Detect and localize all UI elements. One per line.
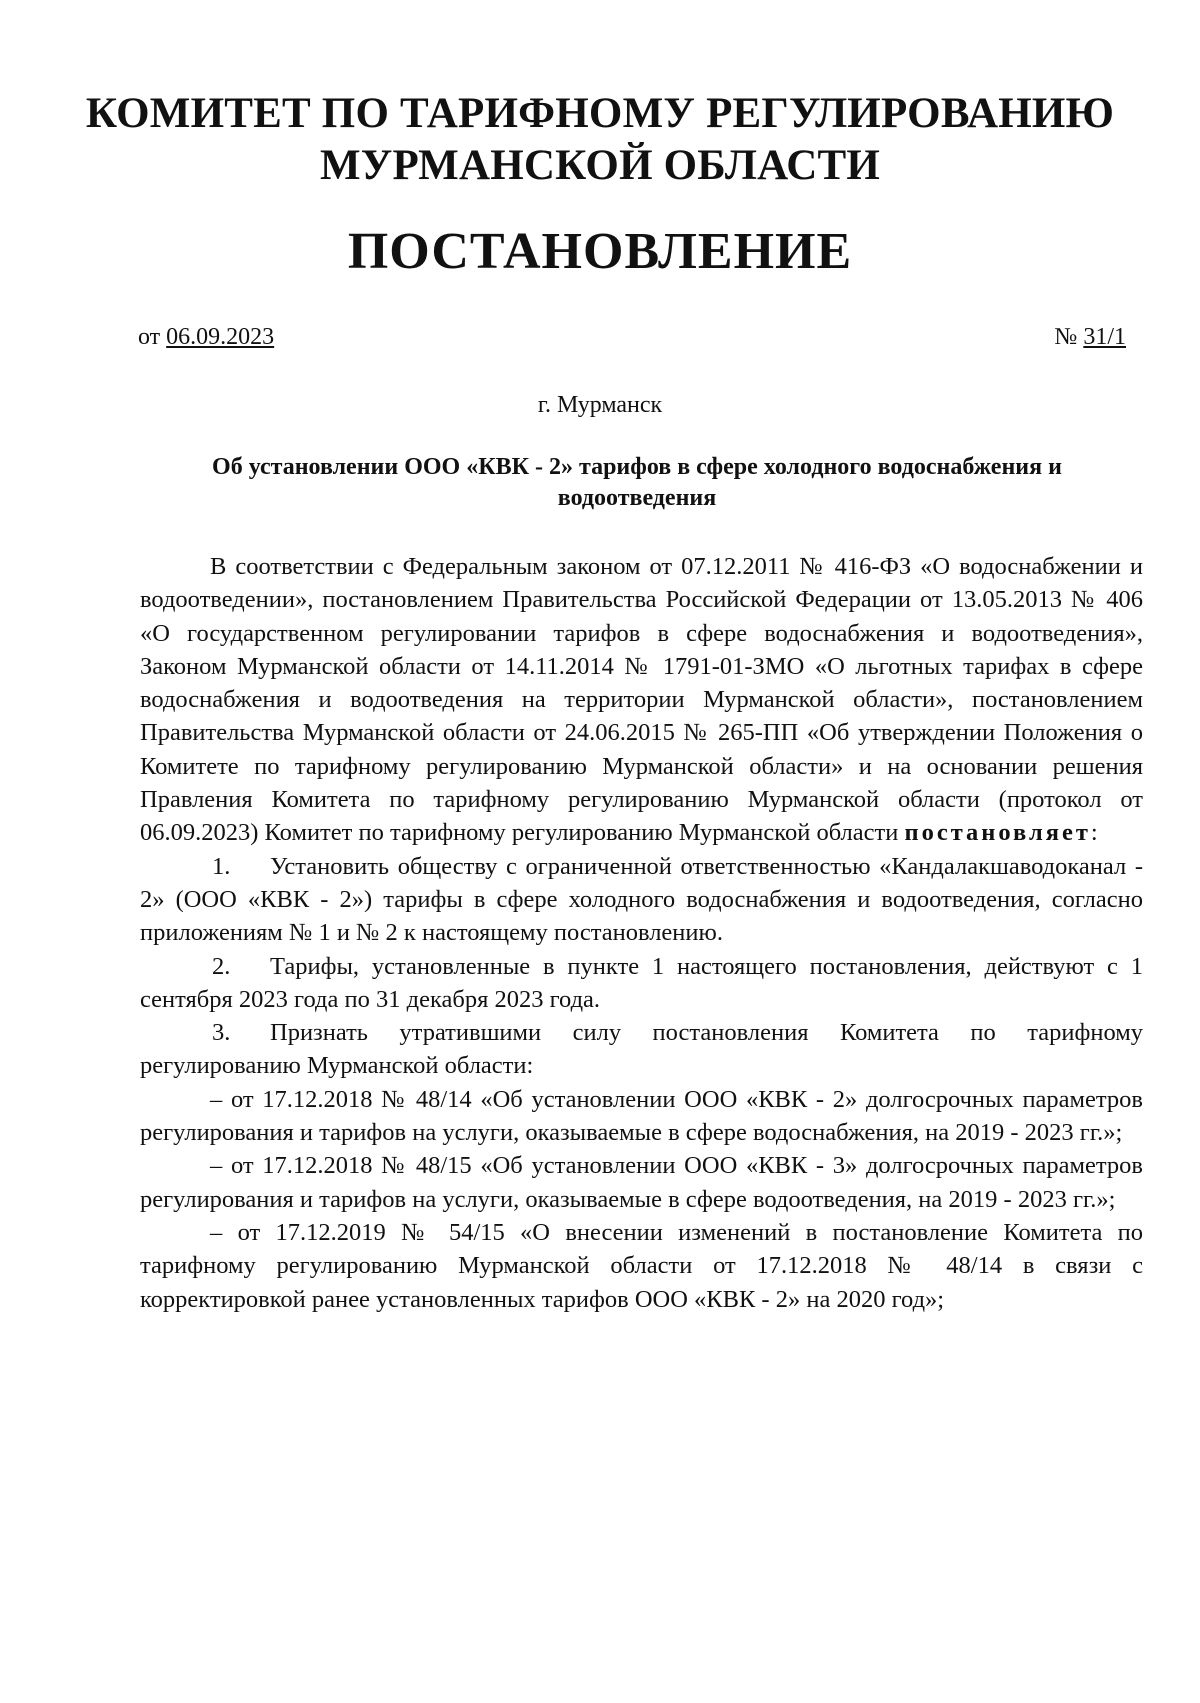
item-text: Тарифы, установленные в пункте 1 настоящего постановления, действуют с 1 сентября 2023 года по 31 декабря 2023 года. bbox=[140, 952, 1143, 1013]
item-number: 1. bbox=[212, 852, 231, 880]
issuer-line-1: КОМИТЕТ ПО ТАРИФНОМУ РЕГУЛИРОВАНИЮ bbox=[85, 90, 1115, 137]
decree-word: постановляет bbox=[904, 819, 1091, 847]
dash-marker: – bbox=[210, 1152, 223, 1180]
item-number: 3. bbox=[212, 1019, 231, 1047]
preamble-paragraph bbox=[140, 550, 1143, 850]
document-number bbox=[1054, 322, 1126, 352]
date-prefix: от bbox=[138, 324, 167, 350]
sub-list-item bbox=[140, 1149, 1143, 1216]
preamble-text: В соответствии с Федеральным законом от 07.12.2011 № 416-ФЗ «О водоснабжении и водоотведении», постановлением Правительства Российской Федерации от 13.05.2013 № 406 «О государственном регулировании тарифов в сфере водоснабжения и водоотведения», Законом Мурманской области от 14.11.2014 № 1791-01-ЗМО «О льготных тарифах в сфере водоснабжения и водоотведения на территории Мурманской области», постановлением Правительства Мурманской области от 24.06.2015 № 265-ПП «Об утверждении Положения о Комитете по тарифному регулированию Мурманской области» и на основании решения Правления Комитета по тарифному регулированию Мурманской области (протокол от 06.09.2023) Комитет по тарифному регулированию Мурманской области bbox=[140, 553, 1143, 847]
sub-item-text: от 17.12.2018 № 48/14 «Об установлении ООО «КВК - 2» долгосрочных параметров регулирования и тарифов на услуги, оказываемые в сфере водоснабжения, на 2019 - 2023 гг.»; bbox=[140, 1085, 1144, 1147]
list-item bbox=[140, 1016, 1143, 1083]
sub-list-item bbox=[140, 1216, 1143, 1316]
dash-marker: – bbox=[210, 1085, 223, 1113]
document-type-title: ПОСТАНОВЛЕНИЕ bbox=[347, 223, 853, 280]
city: г. Мурманск bbox=[537, 392, 663, 418]
date-value: 06.09.2023 bbox=[166, 324, 275, 350]
item-number: 2. bbox=[212, 952, 231, 980]
document-date bbox=[138, 322, 274, 352]
number-prefix: № bbox=[1054, 324, 1084, 350]
issuer-line-2: МУРМАНСКОЙ ОБЛАСТИ bbox=[319, 142, 881, 189]
dash-marker: – bbox=[210, 1218, 223, 1246]
list-item bbox=[140, 950, 1143, 1017]
item-text: Установить обществу с ограниченной ответственностью «Кандалакшаводоканал - 2» (ООО «КВК - 2») тарифы в сфере холодного водоснабжения и водоотведения, согласно приложениям № 1 и № 2 к настоящему постановлению. bbox=[140, 852, 1143, 947]
document-subject: Об установлении ООО «КВК - 2» тарифов в сфере холодного водоснабжения и водоотведения bbox=[212, 454, 1062, 511]
item-text: Признать утратившими силу постановления Комитета по тарифному регулированию Мурманской области: bbox=[140, 1019, 1143, 1080]
sub-item-text: от 17.12.2018 № 48/15 «Об установлении ООО «КВК - 3» долгосрочных параметров регулирования и тарифов на услуги, оказываемые в сфере водоотведения, на 2019 - 2023 гг.»; bbox=[140, 1152, 1144, 1213]
document-body bbox=[140, 550, 1143, 1316]
sub-item-text: от 17.12.2019 № 54/15 «О внесении изменений в постановление Комитета по тарифному регулированию Мурманской области от 17.12.2018 № 48/14 в связи с корректировкой ранее установленных тарифов ООО «КВК - 2» на 2020 год»; bbox=[140, 1218, 1143, 1313]
sub-list-item bbox=[140, 1083, 1143, 1150]
number-value: 31/1 bbox=[1083, 324, 1126, 350]
decree-colon: : bbox=[1090, 819, 1098, 847]
issuer-heading bbox=[0, 88, 1200, 192]
list-item bbox=[140, 850, 1143, 950]
